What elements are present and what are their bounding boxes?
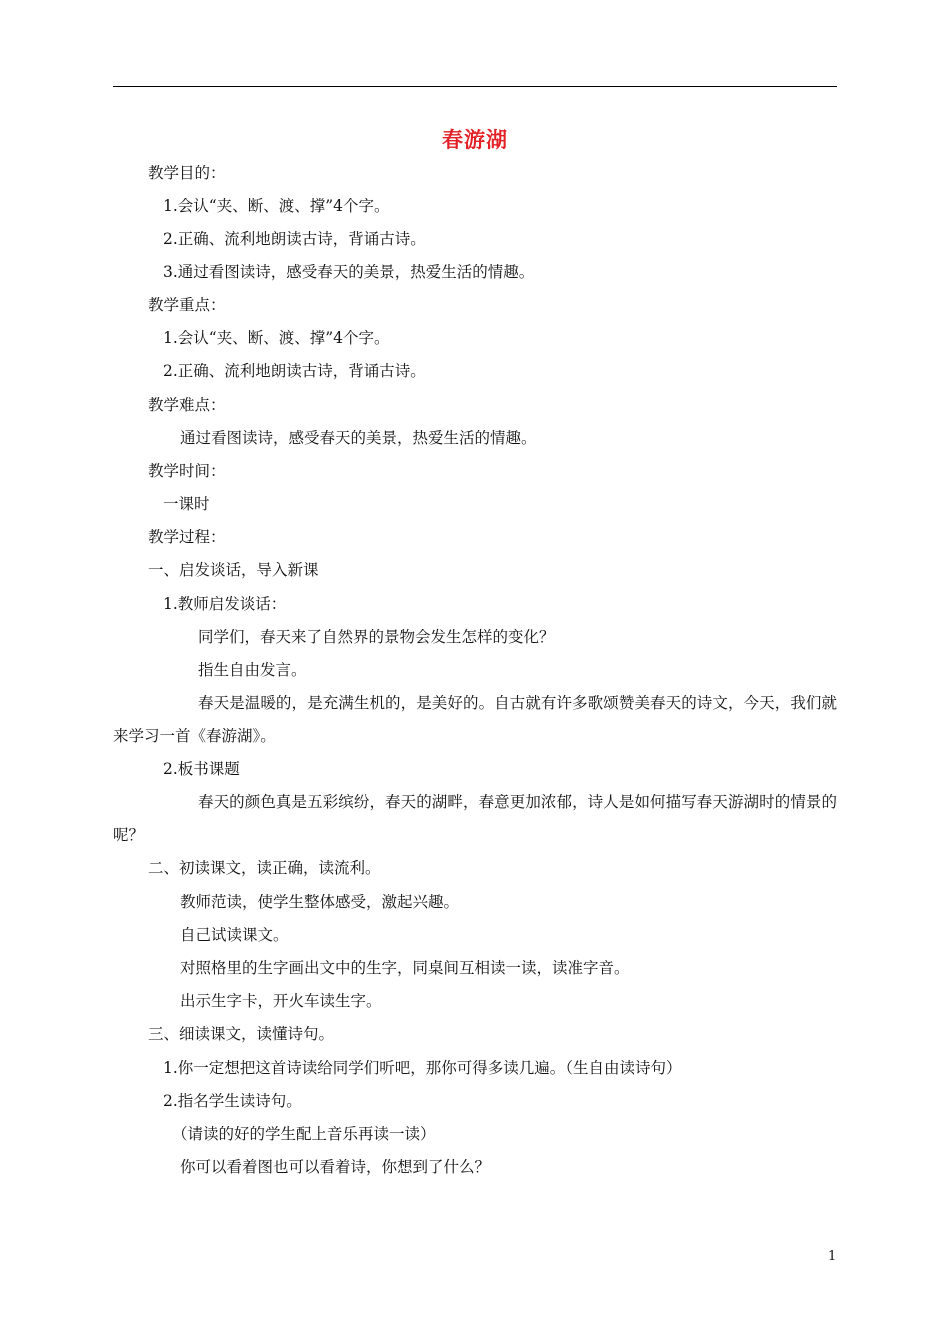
document-title: 春游湖 <box>442 128 508 152</box>
process-step-2-heading: 二、初读课文，读正确，读流利。 <box>148 859 381 877</box>
section-heading-time: 教学时间： <box>148 462 226 480</box>
process-paragraph: 春天是温暖的，是充满生机的，是美好的。自古就有许多歌颂赞美春天的诗文，今天，我们就来学习一首《春游湖》。 <box>113 694 837 745</box>
process-text-line: 同学们，春天来了自然界的景物会发生怎样的变化？ <box>198 628 555 646</box>
process-text-line: 对照格里的生字画出文中的生字，同桌间互相读一读，读准字音。 <box>180 959 630 977</box>
key-point-item-2: 2.正确、流利地朗读古诗，背诵古诗。 <box>163 362 426 380</box>
header-rule <box>113 86 837 87</box>
section-heading-key-points: 教学重点： <box>148 296 226 314</box>
objective-item-3: 3.通过看图读诗，感受春天的美景，热爱生活的情趣。 <box>163 263 535 281</box>
process-step-3-heading: 三、细读课文，读懂诗句。 <box>148 1025 335 1043</box>
process-text-line: 指生自由发言。 <box>198 661 307 679</box>
section-heading-objectives: 教学目的： <box>148 164 226 182</box>
key-point-item-1: 1.会认“夹、断、渡、撑”4个字。 <box>163 329 390 347</box>
section-heading-process: 教学过程： <box>148 528 226 546</box>
page-number: 1 <box>828 1249 837 1264</box>
objective-item-2: 2.正确、流利地朗读古诗，背诵古诗。 <box>163 230 426 248</box>
process-text-line: 教师范读，使学生整体感受，激起兴趣。 <box>180 893 460 911</box>
objective-item-1: 1.会认“夹、断、渡、撑”4个字。 <box>163 197 390 215</box>
process-step-1-heading: 一、启发谈话，导入新课 <box>148 561 319 579</box>
process-step-3-item-1: 1.你一定想把这首诗读给同学们听吧，那你可得多读几遍。（生自由读诗句） <box>163 1059 682 1077</box>
process-text-line: 你可以看着图也可以看着诗，你想到了什么？ <box>180 1158 491 1176</box>
process-step-1-item-1: 1.教师启发谈话： <box>163 595 287 613</box>
process-text-line: 自己试读课文。 <box>180 926 289 944</box>
process-text-line: （请读的好的学生配上音乐再读一读） <box>172 1125 436 1143</box>
process-paragraph: 春天的颜色真是五彩缤纷，春天的湖畔，春意更加浓郁，诗人是如何描写春天游湖时的情景的呢？ <box>113 793 837 844</box>
difficulty-text: 通过看图读诗，感受春天的美景，热爱生活的情趣。 <box>180 429 537 447</box>
time-text: 一课时 <box>163 495 210 513</box>
process-step-3-item-2: 2.指名学生读诗句。 <box>163 1092 302 1110</box>
process-text-line: 出示生字卡，开火车读生字。 <box>180 992 382 1010</box>
process-step-1-item-2: 2.板书课题 <box>163 760 240 778</box>
section-heading-difficulty: 教学难点： <box>148 396 226 414</box>
